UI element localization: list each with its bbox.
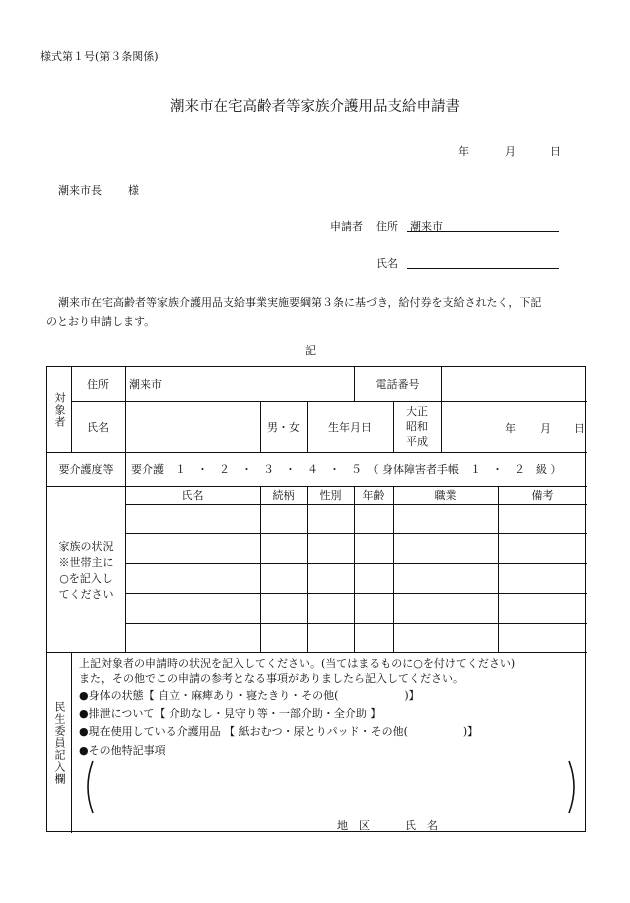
special-notes-label: ●その他特記事項 — [79, 744, 166, 757]
col-divider — [307, 486, 308, 652]
commissioner-instruction-2: また，その他でこの申請の参考となる事項がありましたら記入してください。 — [79, 672, 464, 685]
col-divider — [260, 486, 261, 652]
commissioner-instruction-1: 上記対象者の申請時の状況を記入してください。(当てはまるものに○を付けてください) — [79, 657, 516, 670]
family-header-name: 氏名 — [181, 489, 204, 502]
era-heisei[interactable]: 平成 — [406, 435, 428, 448]
ki-label: 記 — [305, 344, 316, 357]
subject-phone-label: 電話番号 — [375, 378, 420, 391]
addressee-name: 潮来市長 — [58, 184, 102, 197]
row-divider — [125, 593, 587, 594]
col-divider — [441, 401, 442, 452]
applicant-address-line — [407, 231, 559, 232]
applicant-name-label: 氏名 — [376, 257, 398, 270]
birth-month-label: 月 — [540, 422, 551, 435]
body-text-line-1: 潮来市在宅高齢者等家族介護用品支給事業実施要綱第３条に基づき，給付券を支給されたく，下記 — [58, 296, 542, 309]
family-header-age: 年齢 — [362, 489, 385, 502]
care-level-label: 要介護度等 — [58, 463, 114, 476]
row-divider — [47, 652, 587, 653]
col-divider — [354, 486, 355, 652]
district-label: 地 区 — [337, 819, 370, 832]
date-year-label: 年 — [458, 145, 469, 158]
form-number: 様式第１号(第３条関係) — [40, 50, 159, 63]
care-supplies-options[interactable]: ●現在使用している介護用品 【 紙おむつ・尿とりパッド・その他( )】 — [79, 725, 479, 738]
applicant-address-value[interactable]: 潮来市 — [410, 220, 443, 233]
birth-year-label: 年 — [505, 422, 516, 435]
family-section-label — [47, 539, 125, 603]
family-header-remarks: 備考 — [531, 489, 554, 502]
subject-address-value[interactable]: 潮来市 — [129, 378, 162, 391]
application-table — [46, 366, 586, 832]
applicant-label: 申請者 — [330, 220, 363, 233]
family-header-occupation: 職業 — [434, 489, 457, 502]
body-condition-options[interactable]: ●身体の状態【 自立・麻痺あり・寝たきり・その他( )】 — [79, 689, 420, 702]
addressee-honorific: 様 — [128, 184, 139, 197]
left-paren — [88, 761, 93, 813]
col-divider — [71, 652, 72, 833]
care-level-options[interactable]: 要介護 １ ・ ２ ・ ３ ・ ４ ・ ５ （ 身体障害者手帳 １ ・ ２ 級 ） — [131, 463, 562, 476]
family-label-line: てください — [58, 588, 114, 601]
applicant-address-label: 住所 — [376, 220, 398, 233]
era-options[interactable] — [393, 404, 441, 449]
subject-sex-options[interactable]: 男・女 — [267, 420, 300, 434]
family-header-sex: 性別 — [319, 489, 342, 502]
right-paren — [569, 761, 574, 813]
era-showa[interactable]: 昭和 — [406, 420, 428, 433]
subject-birth-label: 生年月日 — [328, 420, 372, 434]
family-header-relation: 続柄 — [272, 489, 295, 502]
subject-name-label: 氏名 — [87, 420, 109, 434]
row-divider — [125, 533, 587, 534]
family-label-line: ※世帯主に — [58, 556, 114, 569]
family-label-line: ○を記入し — [59, 572, 113, 585]
subject-name-field[interactable] — [126, 401, 260, 452]
era-taisho[interactable]: 大正 — [406, 405, 428, 418]
commissioner-name-label: 氏 名 — [405, 819, 438, 832]
col-divider — [125, 452, 126, 652]
special-notes-brackets[interactable] — [83, 759, 579, 815]
subject-section-label: 対象者 — [53, 391, 66, 428]
birth-day-label: 日 — [574, 422, 585, 435]
subject-address-label: 住所 — [87, 378, 109, 391]
family-label-line: 家族の状況 — [58, 540, 114, 553]
row-divider — [125, 623, 587, 624]
row-divider — [125, 504, 587, 505]
date-month-label: 月 — [505, 145, 516, 158]
body-text-line-2: のとおり申請します。 — [46, 315, 156, 328]
date-day-label: 日 — [550, 145, 561, 158]
page-title: 潮来市在宅高齢者等家族介護用品支給申請書 — [170, 99, 460, 115]
row-divider — [125, 563, 587, 564]
col-divider — [498, 486, 499, 652]
commissioner-section-label: 民生委員記入欄 — [53, 700, 66, 785]
excretion-options[interactable]: ●排泄について【 介助なし・見守り等・一部介助・全介助 】 — [79, 707, 382, 720]
col-divider — [393, 486, 394, 652]
applicant-name-line[interactable] — [407, 268, 559, 269]
subject-phone-field[interactable] — [442, 367, 587, 401]
